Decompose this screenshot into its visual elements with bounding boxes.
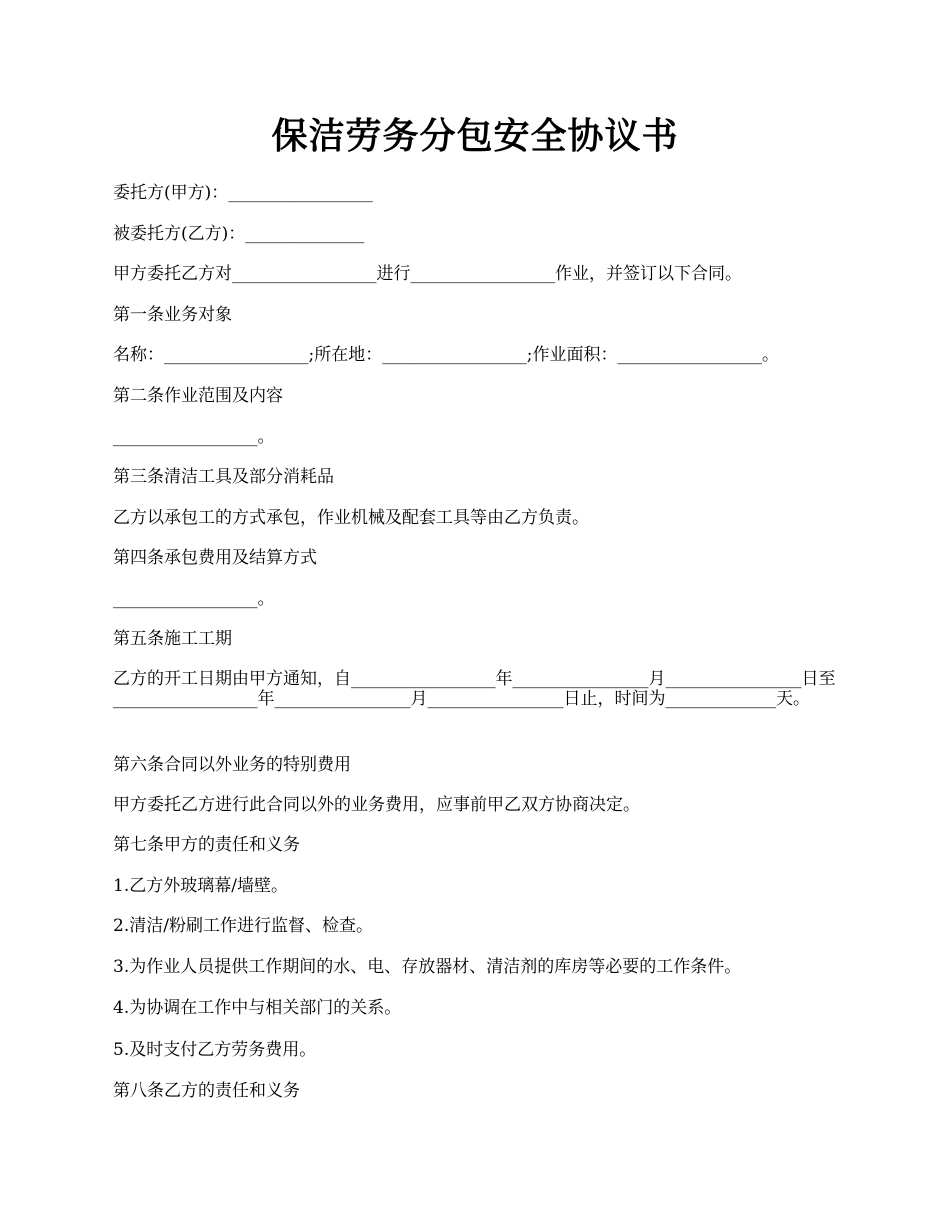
party-a-line: 委托方(甲方)：_________________ bbox=[113, 183, 373, 203]
article-7-item-1: 1.乙方外玻璃幕/墙壁。 bbox=[113, 876, 288, 896]
article-7-heading: 第七条甲方的责任和义务 bbox=[113, 835, 300, 855]
article-6-content: 甲方委托乙方进行此合同以外的业务费用，应事前甲乙双方协商决定。 bbox=[113, 795, 640, 815]
article-1-heading: 第一条业务对象 bbox=[113, 305, 232, 325]
article-2-heading: 第二条作业范围及内容 bbox=[113, 386, 283, 406]
article-7-item-4: 4.为协调在工作中与相关部门的关系。 bbox=[113, 998, 402, 1018]
article-7-item-5: 5.及时支付乙方劳务费用。 bbox=[113, 1040, 317, 1060]
article-3-heading: 第三条清洁工具及部分消耗品 bbox=[113, 467, 334, 487]
article-4-heading: 第四条承包费用及结算方式 bbox=[113, 548, 317, 568]
article-3-content: 乙方以承包工的方式承包，作业机械及配套工具等由乙方负责。 bbox=[113, 508, 589, 528]
article-7-item-2: 2.清洁/粉刷工作进行监督、检查。 bbox=[113, 916, 373, 936]
article-7-item-3: 3.为作业人员提供工作期间的水、电、存放器材、清洁剂的库房等必要的工作条件。 bbox=[113, 957, 742, 977]
party-b-line: 被委托方(乙方)：______________ bbox=[113, 224, 365, 244]
article-6-heading: 第六条合同以外业务的特别费用 bbox=[113, 755, 351, 775]
document-title: 保洁劳务分包安全协议书 bbox=[271, 115, 679, 157]
article-5-content: 乙方的开工日期由甲方通知，自_________________年________________月________________日至_________________年________________月________________日止，时间为_____________天。 bbox=[113, 669, 836, 709]
article-4-content: _________________。 bbox=[113, 589, 275, 609]
article-5-heading: 第五条施工工期 bbox=[113, 629, 232, 649]
entrust-statement: 甲方委托乙方对_________________进行_________________作业，并签订以下合同。 bbox=[113, 264, 742, 284]
article-8-heading: 第八条乙方的责任和义务 bbox=[113, 1081, 300, 1101]
article-2-content: _________________。 bbox=[113, 427, 275, 447]
article-1-content: 名称：_________________;所在地：_________________;作业面积：_________________。 bbox=[113, 345, 779, 365]
